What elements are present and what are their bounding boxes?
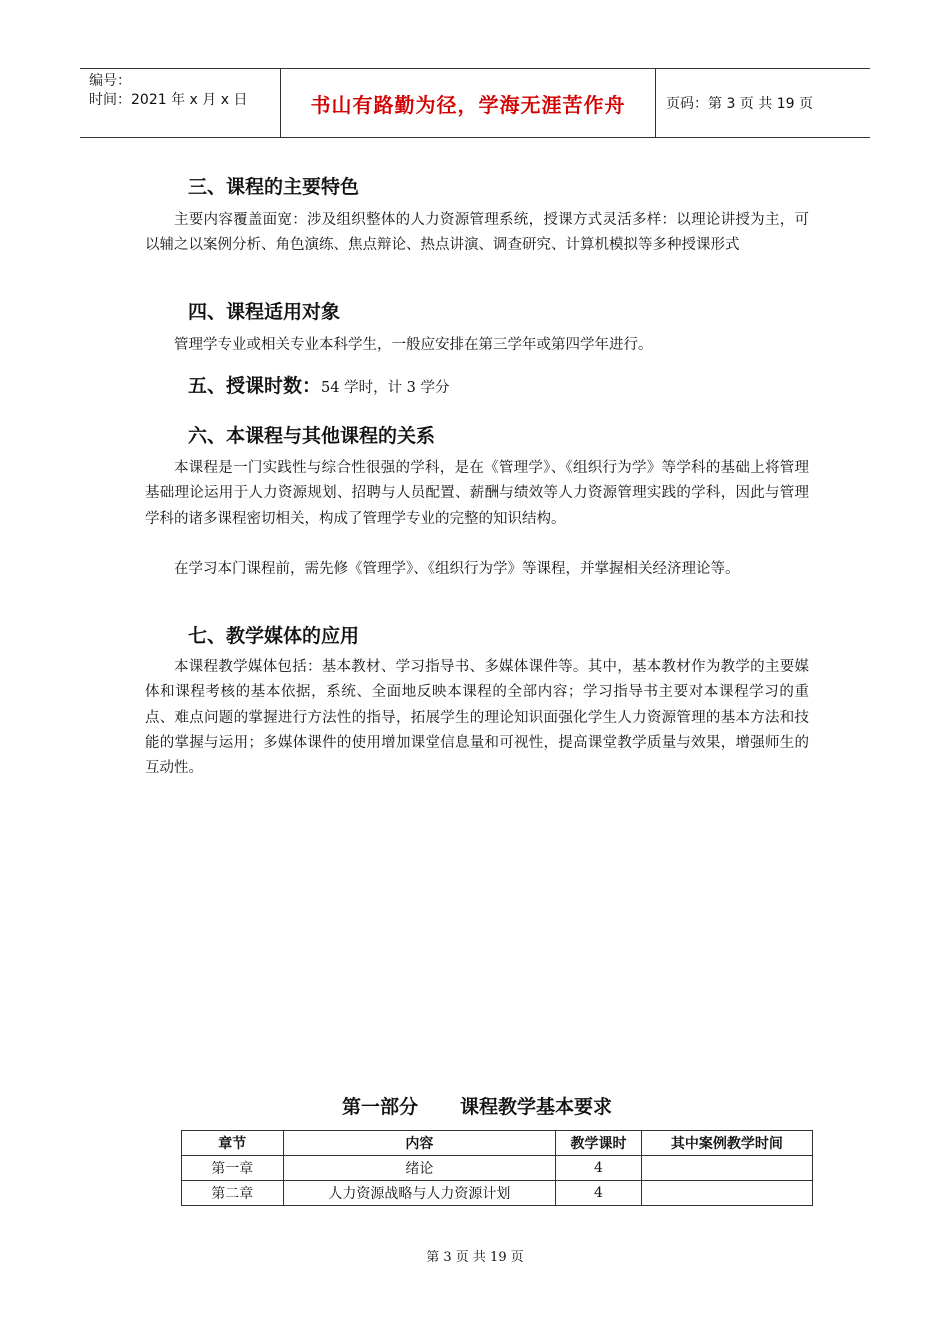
section-4-title: 四、课程适用对象 (188, 301, 341, 323)
table-header-cell: 其中案例教学时间 (641, 1131, 812, 1156)
section-7-text: 本课程教学媒体包括：基本教材、学习指导书、多媒体课件等。其中，基本教材作为教学的主要媒体和课程考核的基本依据，系统、全面地反映本课程的全部内容；学习指导书主要对本课程学习的重点、难点问题的掌握进行方法性的指导，拓展学生的理论知识面强化学生人力资源管理的基本方法和技能的掌握与运用；多媒体课件的使用增加课堂信息量和可视性，提高课堂教学质量与效果，增强师生的互动性。 (145, 659, 809, 777)
section-5-heading (188, 371, 450, 398)
part-title (342, 1092, 612, 1119)
header-left (89, 72, 247, 110)
table-cell: 第二章 (182, 1181, 284, 1206)
part-label: 第一部分 (342, 1096, 419, 1118)
table-cell: 绪论 (283, 1156, 556, 1181)
number-label: 编号： (89, 73, 131, 89)
table-row (182, 1181, 813, 1206)
time-label: 时间：2021 年 x 月 x 日 (89, 92, 248, 108)
header-motto: 书山有路勤为径，学海无涯苦作舟 (310, 93, 626, 117)
table-cell (641, 1156, 812, 1181)
header-divider (655, 69, 656, 137)
table-cell: 第一章 (182, 1156, 284, 1181)
table-header-cell: 章节 (182, 1131, 284, 1156)
page-header (80, 68, 870, 138)
section-6-text-1: 本课程是一门实践性与综合性很强的学科，是在《管理学》、《组织行为学》等学科的基础上将管理基础理论运用于人力资源规划、招聘与人员配置、薪酬与绩效等人力资源管理实践的学科，因此与管理学科的诸多课程密切相关，构成了管理学专业的完整的知识结构。 (145, 460, 809, 527)
section-6-text-2: 在学习本门课程前，需先修《管理学》、《组织行为学》等课程，并掌握相关经济理论等。 (174, 561, 740, 577)
table-cell: 4 (556, 1181, 642, 1206)
section-3-title: 三、课程的主要特色 (188, 176, 360, 198)
table-cell (641, 1181, 812, 1206)
table-cell: 4 (556, 1156, 642, 1181)
header-page-info: 页码：第 3 页 共 19 页 (666, 96, 813, 112)
part-name: 课程教学基本要求 (460, 1096, 613, 1118)
table-header-row (182, 1131, 813, 1156)
section-3-text: 主要内容覆盖面宽：涉及组织整体的人力资源管理系统，授课方式灵活多样：以理论讲授为主，可以辅之以案例分析、角色演练、焦点辩论、热点讲演、调查研究、计算机模拟等多种授课形式 (145, 212, 809, 254)
section-6-title: 六、本课程与其他课程的关系 (188, 425, 436, 447)
section-7-title: 七、教学媒体的应用 (188, 625, 360, 647)
section-4-text: 管理学专业或相关专业本科学生，一般应安排在第三学年或第四学年进行。 (174, 337, 653, 353)
table-cell: 人力资源战略与人力资源计划 (283, 1181, 556, 1206)
section-5-title: 五、授课时数： (188, 375, 322, 397)
table-header-cell: 内容 (283, 1131, 556, 1156)
section-5-text: 54 学时，计 3 学分 (321, 380, 450, 396)
table-row (182, 1156, 813, 1181)
page-footer: 第 3 页 共 19 页 (426, 1250, 524, 1265)
requirements-table (181, 1130, 813, 1206)
table-header-cell: 教学课时 (556, 1131, 642, 1156)
